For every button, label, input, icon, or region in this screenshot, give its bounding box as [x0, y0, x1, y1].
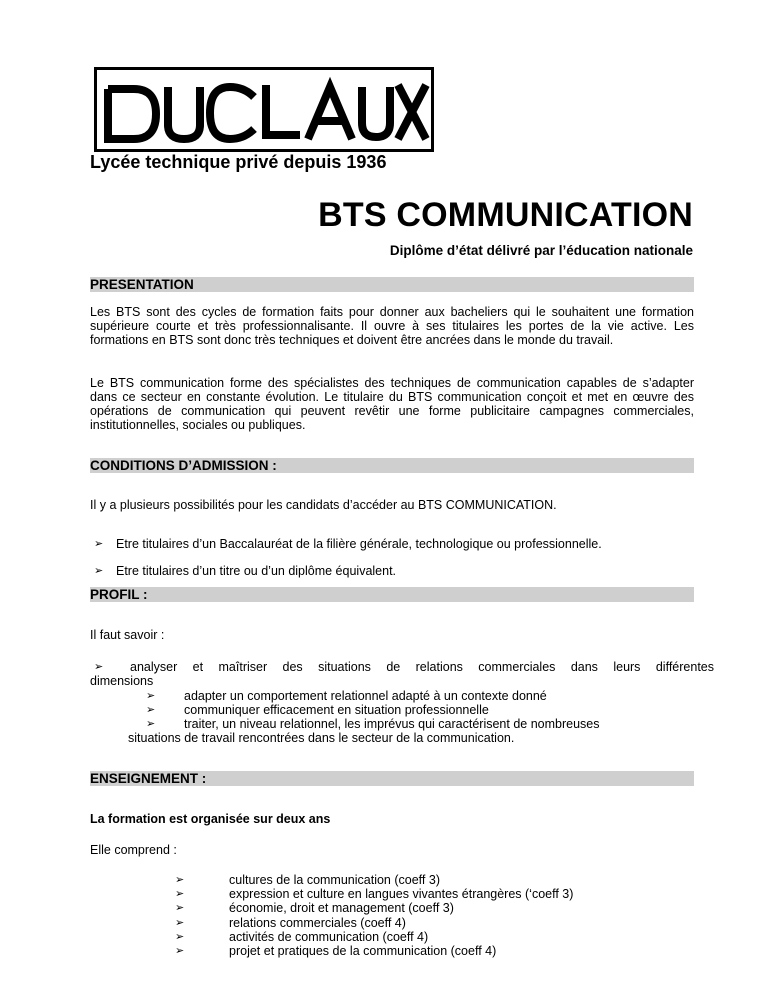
admission-item-1: Etre titulaires d’un Baccalauréat de la filière générale, technologique ou professionnelle. [116, 537, 602, 551]
enseignement-item: projet et pratiques de la communication (coeff 4) [229, 944, 497, 958]
page-subtitle: Diplôme d’état délivré par l’éducation nationale [389, 243, 693, 258]
section-heading-profil: PROFIL : [90, 587, 694, 602]
profil-item-4: traiter, un niveau relationnel, les imprévus qui caractérisent de nombreuses [184, 717, 600, 731]
list-item [175, 872, 184, 887]
list-item [175, 915, 184, 930]
school-tagline: Lycée technique privé depuis 1936 [90, 152, 387, 172]
profil-item-4-cont: situations de travail rencontrées dans le secteur de la communication. [128, 731, 515, 745]
presentation-paragraph-2: Le BTS communication forme des spécialistes des techniques de communication capables de s’adapter dans ce secteur en constante évolution. Le titulaire du BTS communication conçoit et met en œuvre des opérations de communication qui peuvent revêtir une forme publicitaire campagnes commerciales, institutionnelles, sociales ou publiques. [90, 376, 694, 432]
admission-item-2: Etre titulaires d’un titre ou d’un diplôme équivalent. [116, 564, 397, 578]
enseignement-item: économie, droit et management (coeff 3) [229, 901, 454, 916]
profil-item-1: analyser et maîtriser des situations de relations commerciales dans leurs différentes [130, 660, 714, 674]
profil-item-3: communiquer efficacement en situation professionnelle [184, 703, 489, 717]
profil-item-2: adapter un comportement relationnel adapté à un contexte donné [184, 689, 547, 703]
list-item [175, 929, 184, 944]
arrowhead-bullet-icon: ➢ [175, 873, 185, 886]
arrowhead-bullet-icon: ➢ [94, 537, 104, 550]
enseignement-item: expression et culture en langues vivantes étrangères (‘coeff 3) [229, 887, 574, 902]
list-item [94, 536, 103, 551]
list-item [146, 702, 155, 717]
arrowhead-bullet-icon: ➢ [175, 929, 185, 943]
arrowhead-bullet-icon: ➢ [146, 717, 156, 730]
arrowhead-bullet-icon: ➢ [175, 887, 185, 901]
list-item [94, 659, 103, 674]
list-item [175, 943, 184, 958]
arrowhead-bullet-icon: ➢ [94, 564, 104, 577]
page-title: BTS COMMUNICATION [318, 196, 693, 234]
profil-item-1-cont: dimensions [90, 674, 154, 688]
section-heading-enseignement: ENSEIGNEMENT : [90, 771, 694, 786]
enseignement-intro: Elle comprend : [90, 843, 177, 857]
arrowhead-bullet-icon: ➢ [94, 660, 104, 673]
arrowhead-bullet-icon: ➢ [175, 915, 185, 929]
list-item [175, 900, 184, 915]
arrowhead-bullet-icon: ➢ [146, 689, 156, 702]
section-heading-presentation: PRESENTATION [90, 277, 694, 292]
list-item [175, 886, 184, 901]
arrowhead-bullet-icon: ➢ [175, 901, 185, 915]
list-item [146, 716, 155, 731]
duclaux-logo [94, 67, 434, 152]
arrowhead-bullet-icon: ➢ [146, 703, 156, 716]
admission-intro: Il y a plusieurs possibilités pour les candidats d’accéder au BTS COMMUNICATION. [90, 498, 557, 512]
enseignement-item: activités de communication (coeff 4) [229, 929, 429, 944]
list-item [94, 563, 103, 578]
enseignement-item: relations commerciales (coeff 4) [229, 915, 406, 930]
enseignement-subheading: La formation est organisée sur deux ans [90, 812, 331, 826]
presentation-paragraph-1: Les BTS sont des cycles de formation faits pour donner aux bacheliers qui le souhaitent une formation supérieure courte et très professionnalisante. Il ouvre à ses titulaires les portes de la vie active. Les formations en BTS sont donc très techniques et doivent être ancrées dans le monde du travail. [90, 305, 694, 347]
list-item [146, 688, 155, 703]
enseignement-item: cultures de la communication (coeff 3) [229, 873, 440, 887]
section-heading-admission: CONDITIONS D’ADMISSION : [90, 458, 694, 473]
arrowhead-bullet-icon: ➢ [175, 944, 185, 957]
profil-intro: Il faut savoir : [90, 628, 165, 642]
